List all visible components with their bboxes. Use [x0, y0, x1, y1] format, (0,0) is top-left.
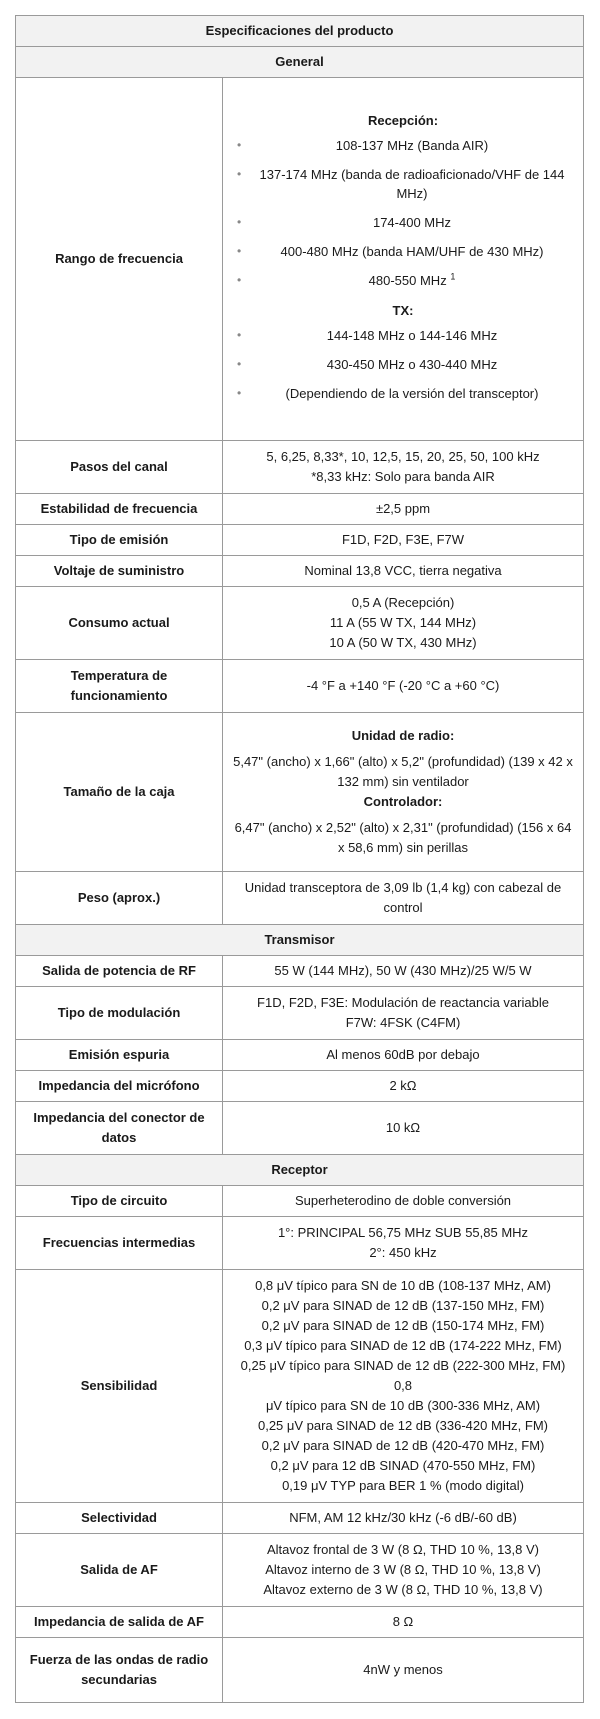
value-line: 0,25 μV típico para SINAD de 12 dB (222-300 MHz, FM)	[240, 1358, 566, 1373]
list-item: • 108-137 MHz (Banda AIR)	[231, 131, 575, 160]
table-row	[16, 494, 584, 525]
row-value: Nominal 13,8 VCC, tierra negativa	[223, 556, 584, 587]
section-row-transmitter	[16, 925, 584, 956]
section-row-receiver	[16, 1155, 584, 1186]
table-title: Especificaciones del producto	[16, 16, 584, 47]
spec-table	[15, 15, 584, 1703]
table-row	[16, 660, 584, 713]
case-size-cell	[223, 713, 584, 872]
row-label: Frecuencias intermedias	[16, 1217, 223, 1270]
value-line: μV típico para SN de 10 dB (300-336 MHz, AM)	[265, 1398, 541, 1413]
value-line: 5, 6,25, 8,33*, 10, 12,5, 15, 20, 25, 50, 100 kHz	[266, 449, 540, 464]
row-value: Al menos 60dB por debajo	[223, 1040, 584, 1071]
footnote-marker: 1	[450, 271, 456, 282]
value-line: 1°: PRINCIPAL 56,75 MHz SUB 55,85 MHz	[277, 1225, 529, 1240]
row-value: Superheterodino de doble conversión	[223, 1186, 584, 1217]
value-line: 0,3 μV típico para SINAD de 12 dB (174-222 MHz, FM)	[244, 1338, 562, 1353]
table-title-row	[16, 16, 584, 47]
value-line: 0,2 μV para SINAD de 12 dB (150-174 MHz, FM)	[261, 1318, 545, 1333]
label-line: secundarias	[81, 1672, 157, 1687]
row-label: Pasos del canal	[16, 441, 223, 494]
value-line: Altavoz interno de 3 W (8 Ω, THD 10 %, 13,8 V)	[265, 1562, 541, 1577]
row-value: 8 Ω	[223, 1607, 584, 1638]
list-item: • 137-174 MHz (banda de radioaficionado/VHF de 144 MHz)	[231, 160, 575, 208]
row-value: NFM, AM 12 kHz/30 kHz (-6 dB/-60 dB)	[223, 1503, 584, 1534]
row-value	[223, 1217, 584, 1270]
row-label	[16, 660, 223, 713]
table-row	[16, 1071, 584, 1102]
table-row	[16, 1534, 584, 1607]
tx-heading: TX:	[392, 302, 414, 318]
row-value	[223, 1534, 584, 1607]
row-label	[16, 1638, 223, 1703]
row-value: 4nW y menos	[223, 1638, 584, 1703]
tx-list	[231, 321, 575, 408]
row-value: ±2,5 ppm	[223, 494, 584, 525]
controller-heading: Controlador:	[363, 794, 443, 809]
label-line: datos	[101, 1130, 137, 1145]
row-label: Sensibilidad	[16, 1270, 223, 1503]
row-value	[223, 987, 584, 1040]
row-value: F1D, F2D, F3E, F7W	[223, 525, 584, 556]
row-value	[223, 441, 584, 494]
row-label: Tipo de circuito	[16, 1186, 223, 1217]
row-label: Impedancia de salida de AF	[16, 1607, 223, 1638]
value-line: 0,2 μV para 12 dB SINAD (470-550 MHz, FM)	[270, 1458, 536, 1473]
list-item	[231, 266, 575, 295]
list-item: • 400-480 MHz (banda HAM/UHF de 430 MHz)	[231, 237, 575, 266]
label-line: Fuerza de las ondas de radio	[29, 1652, 209, 1667]
row-value: Unidad transceptora de 3,09 lb (1,4 kg) con cabezal de control	[223, 872, 584, 925]
controller-size: 6,47" (ancho) x 2,52" (alto) x 2,31" (profundidad) (156 x 64 x 58,6 mm) sin perillas	[234, 820, 572, 855]
row-label	[16, 1102, 223, 1155]
row-value: 55 W (144 MHz), 50 W (430 MHz)/25 W/5 W	[223, 956, 584, 987]
rx-list	[231, 131, 575, 295]
row-value	[223, 1270, 584, 1503]
value-line: Altavoz externo de 3 W (8 Ω, THD 10 %, 13,8 V)	[263, 1582, 543, 1597]
row-label: Rango de frecuencia	[16, 78, 223, 441]
row-value: 2 kΩ	[223, 1071, 584, 1102]
list-item: • 144-148 MHz o 144-146 MHz	[231, 321, 575, 350]
value-line: 0,25 μV para SINAD de 12 dB (336-420 MHz, FM)	[257, 1418, 548, 1433]
row-label: Estabilidad de frecuencia	[16, 494, 223, 525]
label-line: Impedancia del conector de	[33, 1110, 205, 1125]
table-row	[16, 956, 584, 987]
value-line: 0,8 μV típico para SN de 10 dB (108-137 MHz, AM)	[255, 1278, 551, 1293]
list-item: • 174-400 MHz	[231, 208, 575, 237]
table-row	[16, 441, 584, 494]
table-row	[16, 1102, 584, 1155]
row-label: Peso (aprox.)	[16, 872, 223, 925]
section-transmitter: Transmisor	[16, 925, 584, 956]
row-value: -4 °F a +140 °F (-20 °C a +60 °C)	[223, 660, 584, 713]
label-line: Temperatura de	[70, 668, 168, 683]
table-row	[16, 78, 584, 441]
row-value	[223, 587, 584, 660]
table-row	[16, 1607, 584, 1638]
value-line: 0,8	[393, 1378, 413, 1393]
rx-range-text: 480-550 MHz	[368, 272, 447, 288]
value-line: F1D, F2D, F3E: Modulación de reactancia variable	[257, 995, 549, 1010]
value-line: 0,2 μV para SINAD de 12 dB (137-150 MHz, FM)	[261, 1298, 545, 1313]
value-line: 0,5 A (Recepción)	[351, 595, 455, 610]
section-general: General	[16, 47, 584, 78]
section-row-general	[16, 47, 584, 78]
row-value: 10 kΩ	[223, 1102, 584, 1155]
table-row	[16, 1638, 584, 1703]
table-row	[16, 987, 584, 1040]
radio-unit-size: 5,47" (ancho) x 1,66" (alto) x 5,2" (profundidad) (139 x 42 x 132 mm) sin ventilador	[233, 754, 573, 789]
value-line: 2°: 450 kHz	[369, 1245, 437, 1260]
value-line: 11 A (55 W TX, 144 MHz)	[329, 615, 477, 630]
section-receiver: Receptor	[16, 1155, 584, 1186]
row-label: Selectividad	[16, 1503, 223, 1534]
row-label: Emisión espuria	[16, 1040, 223, 1071]
frequency-range-cell	[223, 78, 584, 441]
row-label: Voltaje de suministro	[16, 556, 223, 587]
row-label: Salida de potencia de RF	[16, 956, 223, 987]
table-row	[16, 1217, 584, 1270]
value-line: 10 A (50 W TX, 430 MHz)	[329, 635, 477, 650]
value-line: Altavoz frontal de 3 W (8 Ω, THD 10 %, 13,8 V)	[267, 1542, 539, 1557]
row-label: Consumo actual	[16, 587, 223, 660]
list-item: • (Dependiendo de la versión del transceptor)	[231, 379, 575, 408]
label-line: funcionamiento	[70, 688, 168, 703]
table-row	[16, 1270, 584, 1503]
value-line: F7W: 4FSK (C4FM)	[345, 1015, 461, 1030]
table-row	[16, 1186, 584, 1217]
table-row	[16, 525, 584, 556]
value-line: 0,19 μV TYP para BER 1 % (modo digital)	[282, 1478, 524, 1493]
row-label: Salida de AF	[16, 1534, 223, 1607]
rx-heading: Recepción:	[367, 112, 439, 128]
row-label: Tipo de emisión	[16, 525, 223, 556]
table-row	[16, 1503, 584, 1534]
value-line: *8,33 kHz: Solo para banda AIR	[311, 469, 495, 484]
table-row	[16, 872, 584, 925]
table-row	[16, 1040, 584, 1071]
table-row	[16, 713, 584, 872]
table-row	[16, 587, 584, 660]
table-row	[16, 556, 584, 587]
list-item: • 430-450 MHz o 430-440 MHz	[231, 350, 575, 379]
row-label: Impedancia del micrófono	[16, 1071, 223, 1102]
row-label: Tipo de modulación	[16, 987, 223, 1040]
radio-unit-heading: Unidad de radio:	[351, 728, 455, 743]
row-label: Tamaño de la caja	[16, 713, 223, 872]
value-line: 0,2 μV para SINAD de 12 dB (420-470 MHz, FM)	[261, 1438, 545, 1453]
